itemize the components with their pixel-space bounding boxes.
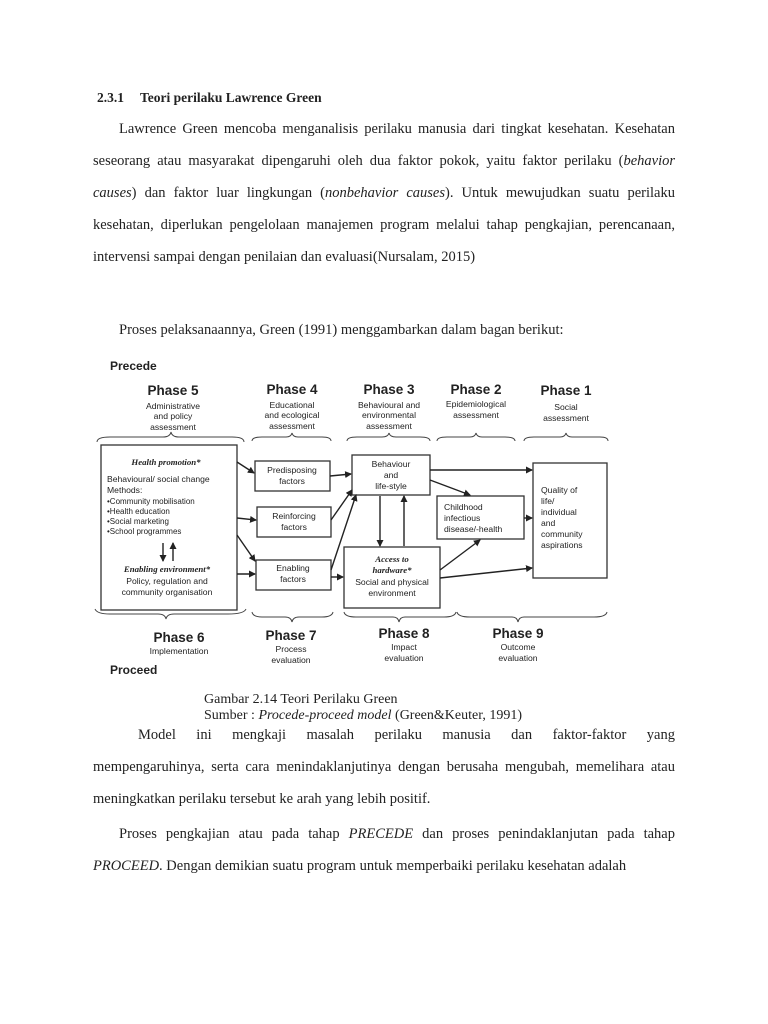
svg-text:Phase 7: Phase 7 — [265, 628, 317, 643]
svg-text:hardware*: hardware* — [372, 565, 412, 575]
brace-phase-8 — [344, 612, 456, 622]
svg-text:environment: environment — [368, 588, 416, 598]
svg-text:Outcome: Outcome — [500, 642, 536, 652]
svg-text:Phase 3: Phase 3 — [363, 382, 415, 397]
svg-text:Childhood: Childhood — [444, 502, 483, 512]
paragraph-3: Model ini mengkaji masalah perilaku manusia dan faktor-faktor yang mempengaruhinya, serta cara menindaklanjutinya dengan berusaha mengubah, memelihara atau meningkatkan perilaku tersebut ke arah yang lebih positif. — [93, 727, 675, 807]
section-title: Teori perilaku Lawrence Green — [140, 90, 322, 105]
phase-4-header — [265, 382, 320, 431]
svg-text:•Community mobilisation: •Community mobilisation — [107, 497, 195, 506]
svg-text:assessment: assessment — [269, 421, 315, 431]
figure-source: Sumber : Procede-proceed model (Green&Keuter, 1991) — [204, 708, 522, 723]
svg-text:Access to: Access to — [375, 554, 409, 564]
arrow-health-to-reinforcing — [237, 518, 256, 520]
svg-text:Social and physical: Social and physical — [355, 577, 429, 587]
proceed-label: Proceed — [110, 663, 158, 677]
svg-text:environmental: environmental — [362, 410, 416, 420]
svg-text:Phase 9: Phase 9 — [492, 626, 544, 641]
svg-text:Methods:: Methods: — [107, 485, 143, 495]
brace-phase-4 — [252, 433, 331, 441]
precede-label: Precede — [110, 359, 157, 373]
paragraph-2: Proses pelaksanaannya, Green (1991) menggambarkan dalam bagan berikut: — [119, 322, 564, 338]
svg-text:and: and — [541, 518, 556, 528]
svg-text:Enabling: Enabling — [276, 563, 310, 573]
phase-9-footer — [492, 626, 543, 663]
svg-text:Process: Process — [275, 644, 307, 654]
svg-text:infectious: infectious — [444, 513, 481, 523]
svg-text:•School programmes: •School programmes — [107, 527, 182, 536]
brace-phase-5 — [97, 432, 244, 442]
brace-phase-3 — [347, 433, 430, 441]
svg-text:evaluation: evaluation — [384, 653, 424, 663]
section-number: 2.3.1 — [97, 90, 124, 105]
arrow-predisposing-to-behaviour — [330, 474, 351, 476]
svg-text:Behaviour: Behaviour — [371, 459, 411, 469]
arrow-access-to-quality — [440, 568, 532, 578]
svg-text:assessment: assessment — [543, 413, 589, 423]
phase-3-header — [358, 382, 420, 431]
svg-text:Administrative: Administrative — [146, 401, 200, 411]
svg-text:life-style: life-style — [375, 481, 407, 491]
svg-text:assessment: assessment — [453, 410, 499, 420]
phase-8-footer — [378, 626, 430, 663]
phase-1-header — [540, 383, 592, 423]
svg-text:Phase 6: Phase 6 — [153, 630, 205, 645]
phase-5-header — [146, 383, 200, 432]
svg-text:aspirations: aspirations — [541, 540, 583, 550]
svg-text:factors: factors — [281, 522, 307, 532]
svg-text:Behavioural/ social change: Behavioural/ social change — [107, 474, 210, 484]
svg-text:•Social marketing: •Social marketing — [107, 517, 169, 526]
svg-text:community: community — [541, 529, 583, 539]
svg-text:Predisposing: Predisposing — [267, 465, 317, 475]
phase-2-header — [446, 382, 506, 420]
svg-text:individual: individual — [541, 507, 577, 517]
svg-text:Quality of: Quality of — [541, 485, 578, 495]
svg-text:Impact: Impact — [391, 642, 417, 652]
brace-phase-7 — [252, 612, 333, 622]
svg-text:life/: life/ — [541, 496, 555, 506]
svg-text:assessment: assessment — [150, 422, 196, 432]
svg-text:and policy: and policy — [153, 411, 193, 421]
svg-text:Enabling environment*: Enabling environment* — [123, 564, 211, 574]
svg-text:Reinforcing: Reinforcing — [272, 511, 316, 521]
arrow-health-to-enabling — [237, 535, 255, 561]
svg-text:Epidemiological: Epidemiological — [445, 399, 507, 409]
svg-text:disease/-health: disease/-health — [444, 524, 503, 534]
svg-text:and ecological: and ecological — [264, 410, 320, 420]
svg-text:Phase 5: Phase 5 — [147, 383, 199, 398]
svg-text:and: and — [383, 470, 399, 480]
svg-text:evaluation: evaluation — [498, 653, 538, 663]
svg-text:Social: Social — [554, 402, 578, 412]
phase-7-footer — [265, 628, 316, 665]
svg-text:Phase 1: Phase 1 — [540, 383, 592, 398]
phase-6-footer — [150, 630, 209, 656]
arrow-health-to-predisposing — [237, 462, 254, 473]
svg-text:community organisation: community organisation — [121, 587, 213, 597]
paragraph-4: Proses pengkajian atau pada tahap PRECEDE dan proses penindaklanjutan pada tahap PROCEED. Dengan demikian suatu program untuk memperbaiki perilaku kesehatan adalah — [93, 826, 675, 874]
svg-text:factors: factors — [279, 476, 305, 486]
arrow-access-to-childhood — [440, 540, 480, 570]
svg-text:assessment: assessment — [366, 421, 412, 431]
arrow-behaviour-to-childhood — [430, 480, 470, 495]
paragraph-1: Lawrence Green mencoba menganalisis perilaku manusia dari tingkat kesehatan. Kesehatan seseorang atau masyarakat dipengaruhi oleh dua faktor pokok, yaitu faktor perilaku (behavior causes) dan faktor luar lingkungan (nonbehavior causes). Untuk mewujudkan suatu perilaku kesehatan, diperlukan pengelolaan manajemen program melalui tahap pengkajian, perencanaan, intervensi sampai dengan penilaian dan evaluasi(Nursalam, 2015) — [93, 121, 675, 265]
svg-text:evaluation: evaluation — [271, 655, 311, 665]
svg-text:Phase 4: Phase 4 — [266, 382, 318, 397]
svg-text:Implementation: Implementation — [149, 646, 209, 656]
brace-phase-1 — [524, 433, 608, 441]
brace-phase-9 — [457, 612, 607, 622]
svg-text:factors: factors — [280, 574, 306, 584]
brace-phase-2 — [437, 433, 515, 441]
svg-text:Policy, regulation and: Policy, regulation and — [126, 576, 208, 586]
figure-title: Gambar 2.14 Teori Perilaku Green — [204, 692, 398, 707]
svg-text:Educational: Educational — [269, 400, 315, 410]
svg-text:Health promotion*: Health promotion* — [131, 457, 201, 467]
svg-text:Behavioural and: Behavioural and — [357, 400, 421, 410]
svg-text:Phase 8: Phase 8 — [378, 626, 430, 641]
svg-text:Phase 2: Phase 2 — [450, 382, 502, 397]
svg-text:•Health education: •Health education — [107, 507, 170, 516]
